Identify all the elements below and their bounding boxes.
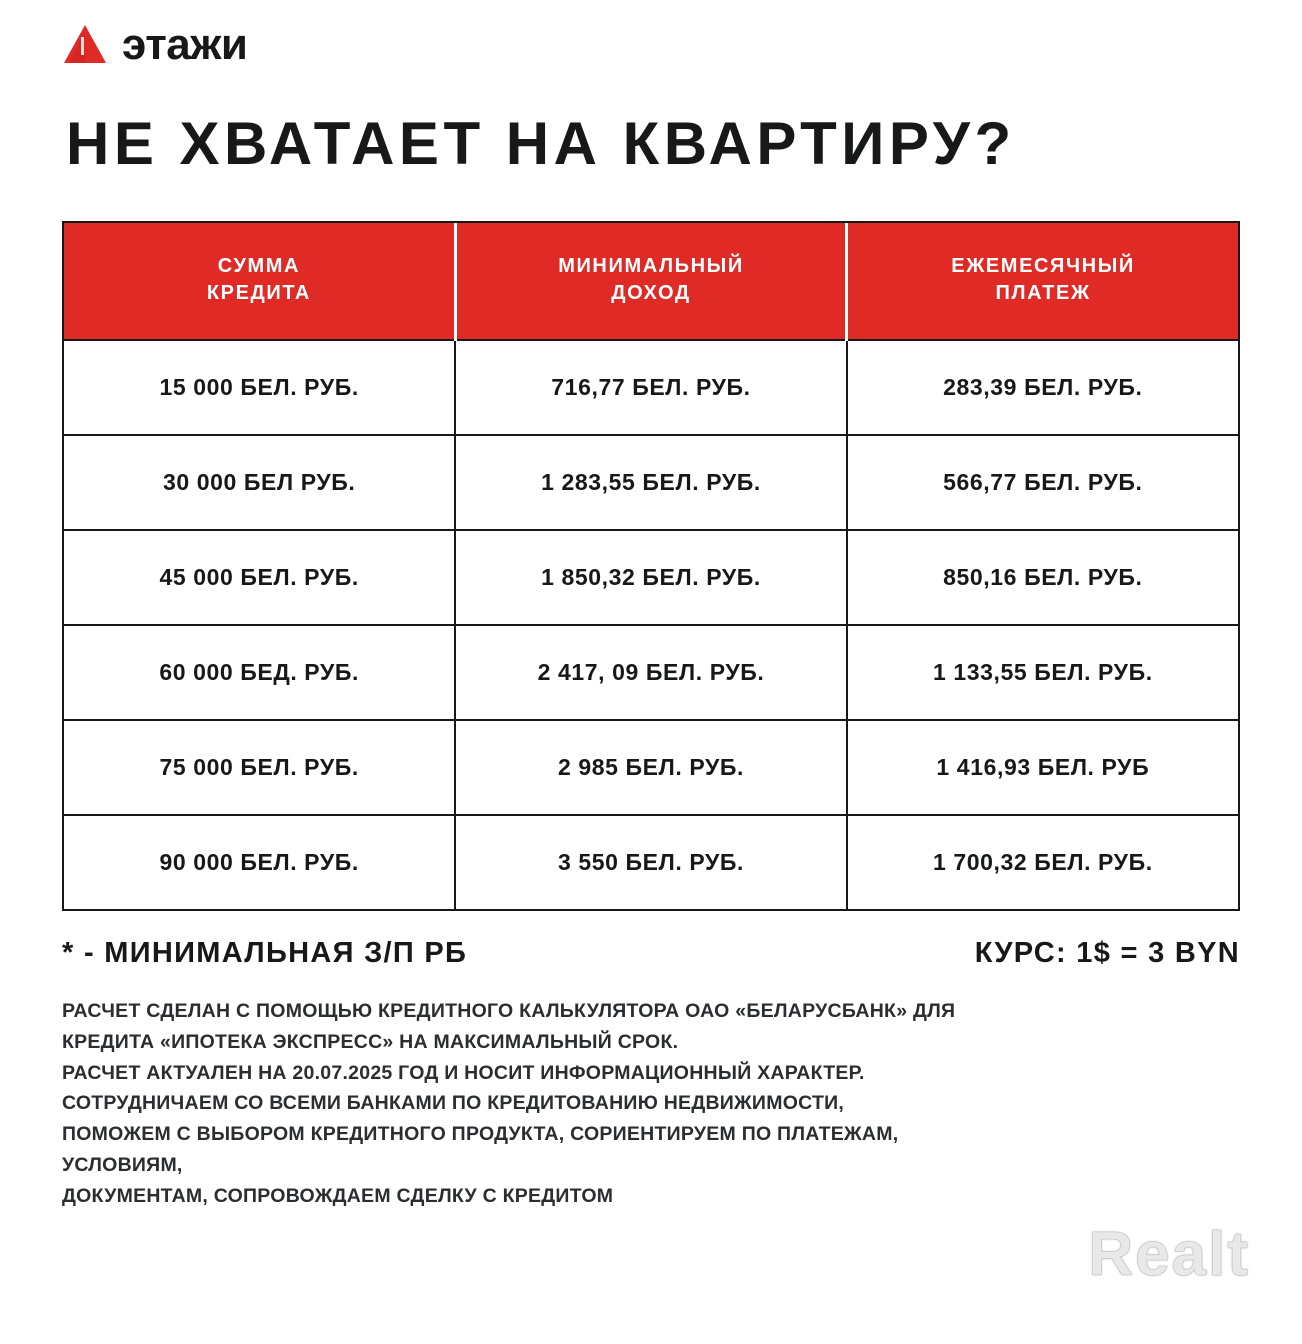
cell-min-income: 1 850,32 БЕЛ. РУБ.: [455, 530, 846, 625]
table-header-cell-min-income: [455, 223, 846, 340]
cell-min-income: 2 417, 09 БЕЛ. РУБ.: [455, 625, 846, 720]
cell-min-income: 1 283,55 БЕЛ. РУБ.: [455, 435, 846, 530]
disclaimer-line: УСЛОВИЯМ,: [62, 1153, 183, 1176]
cell-credit-sum: 75 000 БЕЛ. РУБ.: [64, 720, 455, 815]
cell-monthly-payment: 283,39 БЕЛ. РУБ.: [847, 340, 1238, 435]
brand-logo: [0, 0, 1302, 76]
cell-credit-sum: 60 000 БЕД. РУБ.: [64, 625, 455, 720]
table-row: [64, 815, 1238, 909]
cell-monthly-payment: 1 700,32 БЕЛ. РУБ.: [847, 815, 1238, 909]
cell-monthly-payment: 566,77 БЕЛ. РУБ.: [847, 435, 1238, 530]
page-title: НЕ ХВАТАЕТ НА КВАРТИРУ?: [66, 110, 1016, 177]
table-header-cell-monthly-payment: [847, 223, 1238, 340]
table-header-row: [64, 223, 1238, 340]
watermark: Realt: [1088, 1220, 1250, 1289]
disclaimer-line: РАСЧЕТ СДЕЛАН С ПОМОЩЬЮ КРЕДИТНОГО КАЛЬКУЛЯТОРА ОАО «БЕЛАРУСБАНК» ДЛЯ: [62, 1000, 956, 1022]
house-logo-icon: [62, 23, 108, 67]
cell-credit-sum: 45 000 БЕЛ. РУБ.: [64, 530, 455, 625]
cell-monthly-payment: 850,16 БЕЛ. РУБ.: [847, 530, 1238, 625]
disclaimer-line: РАСЧЕТ АКТУАЛЕН НА 20.07.2025 ГОД И НОСИТ ИНФОРМАЦИОННЫЙ ХАРАКТЕР.: [62, 1061, 865, 1084]
disclaimer-line: СОТРУДНИЧАЕМ СО ВСЕМИ БАНКАМИ ПО КРЕДИТОВАНИЮ НЕДВИЖИМОСТИ,: [62, 1092, 845, 1115]
header-line: ПЛАТЕЖ: [995, 282, 1091, 304]
header-line: ЕЖЕМЕСЯЧНЫЙ: [951, 255, 1135, 277]
cell-min-income: 716,77 БЕЛ. РУБ.: [455, 340, 846, 435]
disclaimer-line: ПОМОЖЕМ С ВЫБОРОМ КРЕДИТНОГО ПРОДУКТА, СОРИЕНТИРУЕМ ПО ПЛАТЕЖАМ,: [62, 1123, 899, 1146]
brand-name: этажи: [122, 20, 248, 69]
footnote-min-salary: * - МИНИМАЛЬНАЯ З/П РБ: [62, 937, 468, 969]
table-header-cell-credit-sum: [64, 223, 455, 340]
table-row: [64, 720, 1238, 815]
cell-monthly-payment: 1 133,55 БЕЛ. РУБ.: [847, 625, 1238, 720]
footnote-exchange-rate: КУРС: 1$ = 3 BYN: [974, 937, 1240, 969]
cell-monthly-payment: 1 416,93 БЕЛ. РУБ: [847, 720, 1238, 815]
table-row: [64, 530, 1238, 625]
table-row: [64, 625, 1238, 720]
rate-table: [64, 223, 1238, 909]
header-line: МИНИМАЛЬНЫЙ: [558, 255, 744, 277]
header-line: КРЕДИТА: [206, 282, 311, 304]
cell-credit-sum: 30 000 БЕЛ РУБ.: [64, 435, 455, 530]
disclaimer-block: [62, 996, 1240, 1212]
cell-credit-sum: 15 000 БЕЛ. РУБ.: [64, 340, 455, 435]
cell-min-income: 3 550 БЕЛ. РУБ.: [455, 815, 846, 909]
disclaimer-line: ДОКУМЕНТАМ, СОПРОВОЖДАЕМ СДЕЛКУ С КРЕДИТОМ: [62, 1184, 614, 1207]
rate-table-container: [62, 221, 1240, 911]
footnote-row: [62, 937, 1240, 970]
header-line: СУММА: [217, 255, 301, 277]
disclaimer-line: КРЕДИТА «ИПОТЕКА ЭКСПРЕСС» НА МАКСИМАЛЬНЫЙ СРОК.: [62, 1030, 679, 1053]
table-row: [64, 340, 1238, 435]
cell-min-income: 2 985 БЕЛ. РУБ.: [455, 720, 846, 815]
table-row: [64, 435, 1238, 530]
cell-credit-sum: 90 000 БЕЛ. РУБ.: [64, 815, 455, 909]
header-line: ДОХОД: [611, 282, 691, 304]
